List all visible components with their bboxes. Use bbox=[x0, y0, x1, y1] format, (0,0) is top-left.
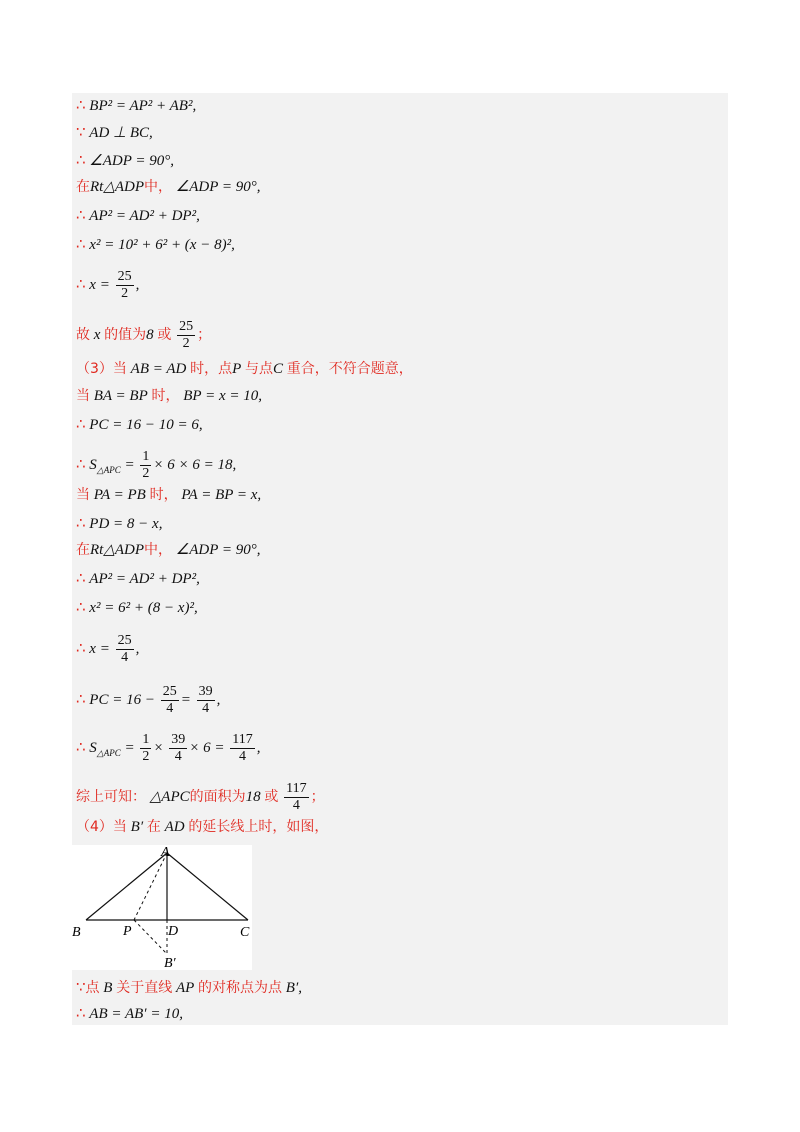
label-d: D bbox=[168, 924, 179, 939]
line-11: ∴ PC = 16 − 10 = 6, bbox=[76, 415, 203, 433]
therefore-icon: ∴ bbox=[76, 514, 86, 532]
line-1: ∴ BP² = AP² + AB², bbox=[76, 96, 197, 114]
line-24: ∴ AB = AB′ = 10, bbox=[76, 1004, 183, 1022]
segment-ap bbox=[134, 853, 167, 920]
line-23: ∵点 B 关于直线 AP 的对称点为点 B′, bbox=[76, 978, 302, 996]
fraction: $\frac{117}{4}$ bbox=[232, 732, 253, 764]
fraction: $\frac{1}{2}$ bbox=[142, 732, 150, 764]
triangle-diagram bbox=[72, 845, 252, 970]
therefore-icon: ∴ bbox=[76, 689, 86, 708]
therefore-icon: ∴ bbox=[76, 151, 86, 169]
therefore-icon: ∴ bbox=[76, 638, 86, 657]
solution-panel bbox=[72, 93, 728, 1025]
therefore-icon: ∴ bbox=[76, 235, 86, 253]
geometry-figure bbox=[72, 845, 252, 970]
line-10: 当 BA = BP 时， BP = x = 10, bbox=[76, 388, 262, 404]
line-12: ∴ $S_{\triangle APC}$ = $\frac{1}{2}$ × 6 × 6 = 18, bbox=[76, 449, 237, 481]
label-p: P bbox=[123, 924, 132, 939]
label-a: A bbox=[161, 845, 170, 860]
line-20: ∴ $S_{\triangle APC}$ = $\frac{1}{2}$ × $\frac{39}{4}$ × 6 = $\frac{117}{4}$ , bbox=[76, 732, 261, 764]
line-15: 在Rt△ADP中， ∠ADP = 90°, bbox=[76, 542, 261, 558]
because-icon: ∵ bbox=[76, 978, 86, 996]
fraction: $\frac{39}{4}$ bbox=[171, 732, 186, 764]
line-22: （4）当 B′ 在 AD 的延长线上时，如图， bbox=[76, 819, 329, 835]
therefore-icon: ∴ bbox=[76, 274, 86, 293]
line-19: ∴ PC = 16 − $\frac{25}{4}$ = $\frac{39}{4}$ , bbox=[76, 684, 221, 716]
line-9: （3）当 AB = AD 时，点P 与点C 重合，不符合题意， bbox=[76, 361, 413, 377]
therefore-icon: ∴ bbox=[76, 737, 86, 756]
fraction: $\frac{117}{4}$ bbox=[286, 781, 307, 813]
line-21: 综上可知： △APC的面积为18 或 $\frac{117}{4}$ ； bbox=[76, 781, 325, 813]
line-3: ∴ ∠ADP = 90°, bbox=[76, 151, 175, 169]
label-c: C bbox=[240, 925, 250, 940]
fraction: $\frac{25}{2}$ bbox=[179, 319, 194, 351]
line-13: 当 PA = PB 时， PA = BP = x, bbox=[76, 487, 262, 503]
therefore-icon: ∴ bbox=[76, 454, 86, 473]
line-17: ∴ x² = 6² + (8 − x)², bbox=[76, 598, 198, 616]
label-b: B bbox=[72, 925, 81, 940]
line-14: ∴ PD = 8 − x, bbox=[76, 514, 163, 532]
fraction: $\frac{25}{4}$ bbox=[117, 633, 132, 665]
line-4: 在Rt△ADP中， ∠ADP = 90°, bbox=[76, 179, 261, 195]
fraction: $\frac{25}{4}$ bbox=[162, 684, 177, 716]
line-7: ∴ x = $\frac{25}{2}$ , bbox=[76, 269, 140, 301]
line-2: ∵ AD ⊥ BC, bbox=[76, 123, 153, 141]
line-5: ∴ AP² = AD² + DP², bbox=[76, 206, 200, 224]
label-b-prime: B′ bbox=[164, 956, 176, 970]
because-icon: ∵ bbox=[76, 123, 86, 141]
therefore-icon: ∴ bbox=[76, 598, 86, 616]
fraction: $\frac{1}{2}$ bbox=[142, 449, 150, 481]
segment-ac bbox=[167, 853, 248, 920]
segment-pb-prime bbox=[134, 920, 167, 954]
fraction: $\frac{39}{4}$ bbox=[198, 684, 213, 716]
therefore-icon: ∴ bbox=[76, 569, 86, 587]
line-8: 故 x 的值为8 或 $\frac{25}{2}$ ； bbox=[76, 319, 212, 351]
segment-ab bbox=[86, 853, 167, 920]
fraction: $\frac{25}{2}$ bbox=[117, 269, 132, 301]
therefore-icon: ∴ bbox=[76, 415, 86, 433]
line-16: ∴ AP² = AD² + DP², bbox=[76, 569, 200, 587]
therefore-icon: ∴ bbox=[76, 96, 86, 114]
therefore-icon: ∴ bbox=[76, 1004, 86, 1022]
therefore-icon: ∴ bbox=[76, 206, 86, 224]
line-6: ∴ x² = 10² + 6² + (x − 8)², bbox=[76, 235, 235, 253]
line-18: ∴ x = $\frac{25}{4}$ , bbox=[76, 633, 140, 665]
